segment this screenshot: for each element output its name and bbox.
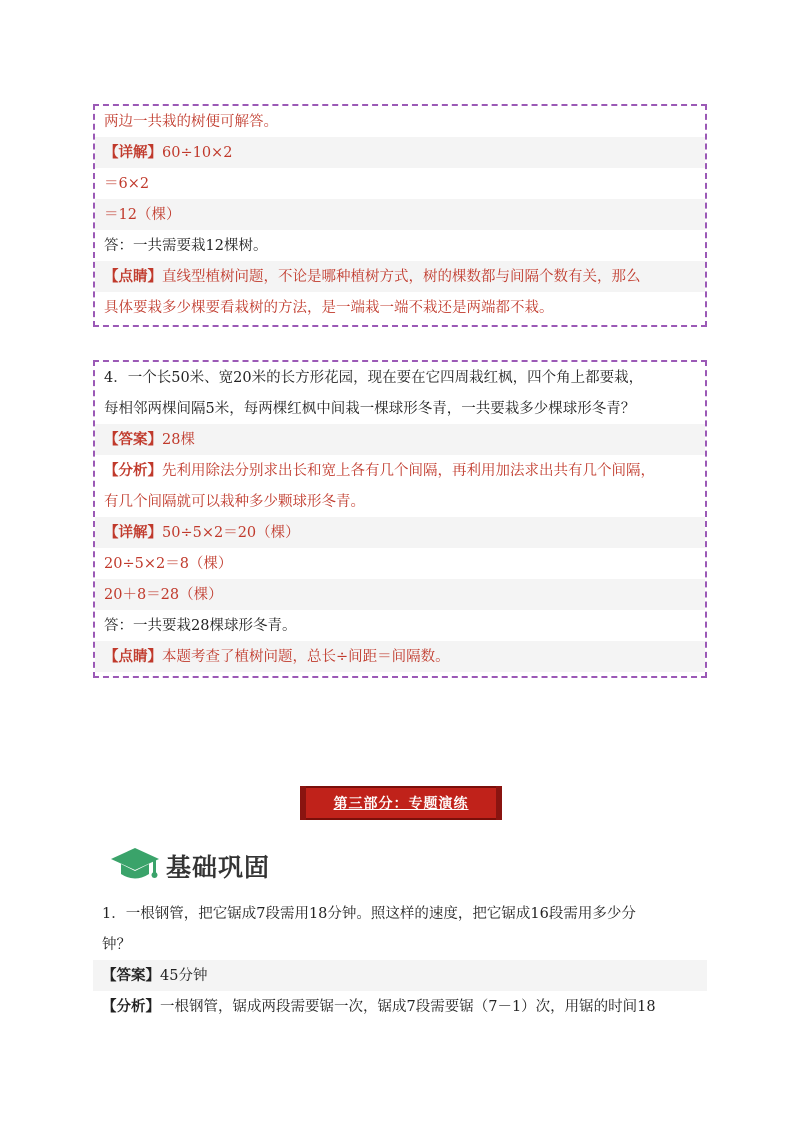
text-line: ＝6×2 [104,176,150,192]
solution-line: 20÷5×2＝8（棵） [104,556,233,572]
answer-statement: 答：一共要栽28棵球形冬青。 [104,618,297,634]
question-box-4 [93,360,707,678]
text-line: 【点睛】直线型植树问题，不论是哪种植树方式，树的棵数都与间隔个数有关，那么 [95,261,705,292]
answer-line: 【答案】28棵 [95,424,705,455]
analysis-line: 【分析】一根钢管，锯成两段需要锯一次，锯成7段需要锯（7－1）次，用锯的时间18 [102,998,656,1015]
text-line: 答：一共需要栽12棵树。 [104,238,268,254]
analysis-line: 【分析】先利用除法分别求出长和宽上各有几个间隔，再利用加法求出共有几个间隔， [104,462,655,479]
remark-line: 【点睛】本题考查了植树问题，总长÷间距＝间隔数。 [95,641,705,672]
text-line: ＝12（棵） [95,199,705,230]
text-line: 【详解】60÷10×2 [95,137,705,168]
answer-line: 【答案】45分钟 [93,960,707,991]
section-title: 基础巩固 [166,853,271,882]
analysis-line: 有几个间隔就可以栽种多少颗球形冬青。 [104,494,365,510]
part-banner-text: 第三部分：专题演练 [333,796,469,812]
question-line: 钟？ [102,937,131,953]
solution-box-3 [93,104,707,327]
graduation-cap-icon [110,845,160,887]
solution-line: 【详解】50÷5×2＝20（棵） [95,517,705,548]
solution-line: 20＋8＝28（棵） [95,579,705,610]
text-line: 两边一共栽的树便可解答。 [104,114,278,130]
part-banner [304,786,498,820]
text-line: 具体要栽多少棵要看栽树的方法，是一端栽一端不栽还是两端都不栽。 [104,300,554,316]
practice-question-1 [93,898,707,1022]
question-line: 4．一个长50米、宽20米的长方形花园，现在要在它四周栽红枫，四个角上都要栽， [104,370,644,386]
question-line: 1．一根钢管，把它锯成7段需用18分钟。照这样的速度，把它锯成16段需用多少分 [102,906,636,922]
section-heading [110,846,270,886]
question-line: 每相邻两棵间隔5米，每两棵红枫中间栽一棵球形冬青，一共要栽多少棵球形冬青？ [104,401,636,417]
